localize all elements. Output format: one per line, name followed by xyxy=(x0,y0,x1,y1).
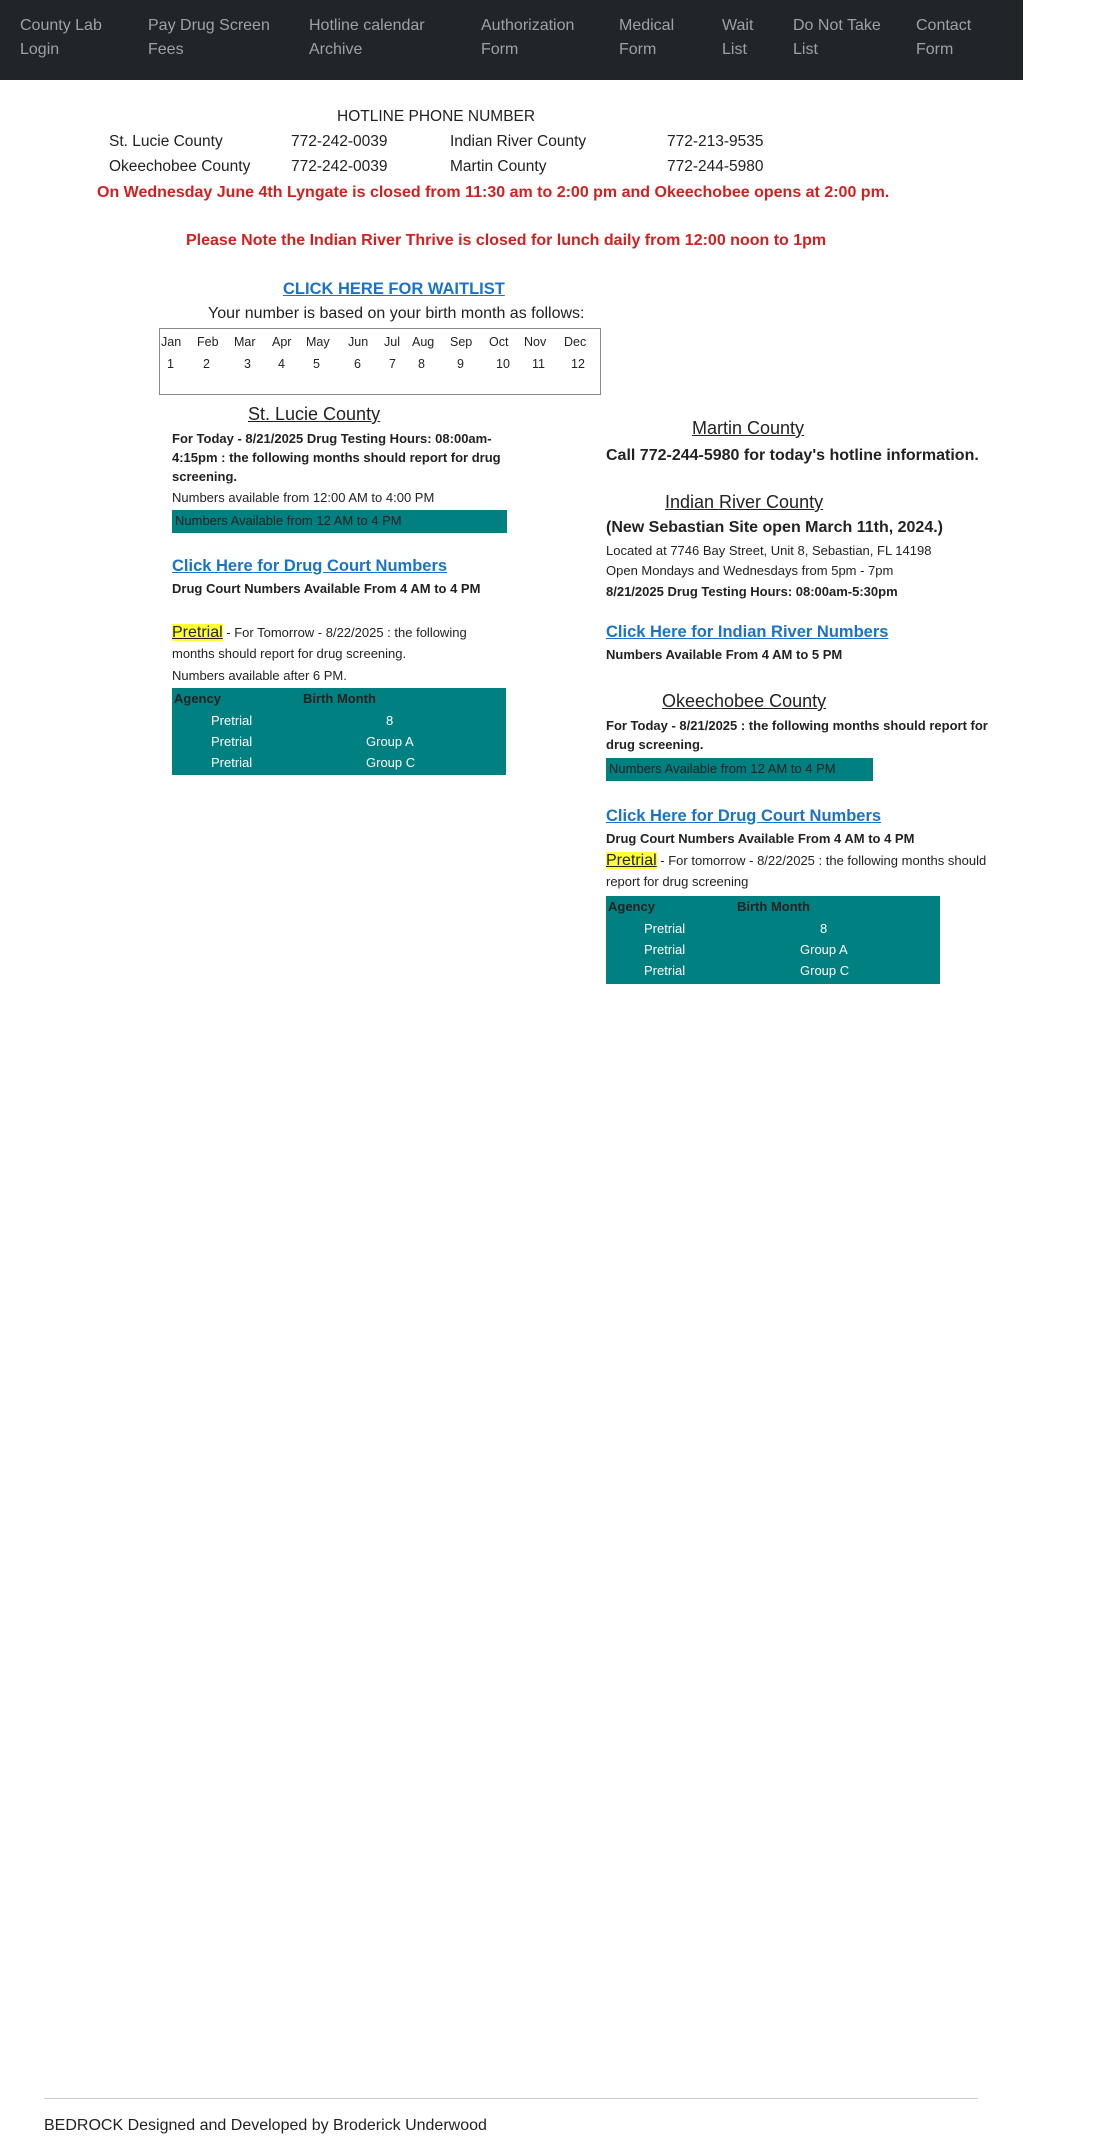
month-number: 11 xyxy=(532,357,545,371)
nav-label: County Lab xyxy=(20,17,102,34)
st-lucie-today-text: For Today - 8/21/2025 Drug Testing Hours: 08:00am-4:15pm : the following months should report for drug screening. xyxy=(172,431,501,484)
nav-label: Do Not Take xyxy=(793,17,881,34)
nav-county-lab-login[interactable] xyxy=(20,14,102,62)
nav-contact-form[interactable] xyxy=(916,14,971,62)
hotline-phone: 772-244-5980 xyxy=(667,158,764,175)
month-name: Jan xyxy=(161,335,182,349)
pretrial-text: - For tomorrow - 8/22/2025 : the following months should report for drug screening xyxy=(606,853,987,889)
hotline-county: St. Lucie County xyxy=(109,133,223,150)
table-cell: Pretrial xyxy=(644,963,686,978)
month-name: Mar xyxy=(234,335,256,349)
indian-river-hours: 8/21/2025 Drug Testing Hours: 08:00am-5:30pm xyxy=(606,584,898,599)
okeechobee-pretrial-note xyxy=(606,850,996,892)
month-name: May xyxy=(306,335,330,349)
pretrial-text: - For Tomorrow - 8/22/2025 : the following months should report for drug screening. xyxy=(172,625,467,661)
month-name: Sep xyxy=(450,335,473,349)
hotline-county: Martin County xyxy=(450,158,547,175)
notice-indian-river-lunch: Please Note the Indian River Thrive is closed for lunch daily from 12:00 noon to 1pm xyxy=(186,232,827,249)
nav-label: Form xyxy=(619,41,657,58)
table-header: Birth Month xyxy=(303,691,376,706)
footer-divider xyxy=(44,2098,978,2099)
table-header: Agency xyxy=(174,691,221,706)
okeechobee-drug-court-availability: Drug Court Numbers Available From 4 AM to 4 PM xyxy=(606,831,915,846)
nav-label: Medical xyxy=(619,17,675,34)
nav-label: Hotline calendar xyxy=(309,17,425,34)
month-name: Dec xyxy=(564,335,587,349)
month-name: Oct xyxy=(489,335,509,349)
table-cell: 8 xyxy=(386,713,394,728)
okeechobee-heading: Okeechobee County xyxy=(662,691,827,711)
martin-heading: Martin County xyxy=(692,418,805,438)
nav-label: List xyxy=(722,41,747,58)
table-cell: Group A xyxy=(800,942,848,957)
table-header: Agency xyxy=(608,899,655,914)
month-number: 10 xyxy=(496,357,510,371)
nav-hotline-calendar-archive[interactable] xyxy=(309,14,425,62)
st-lucie-pretrial-table xyxy=(172,688,506,775)
nav-label: Authorization xyxy=(481,17,575,34)
st-lucie-drug-court-link[interactable]: Click Here for Drug Court Numbers xyxy=(172,557,448,575)
hotline-title: HOTLINE PHONE NUMBER xyxy=(337,108,536,125)
month-number: 9 xyxy=(457,357,464,371)
martin-call-text: Call 772-244-5980 for today's hotline information. xyxy=(606,447,979,464)
nav-label: Form xyxy=(916,41,954,58)
indian-river-location: Located at 7746 Bay Street, Unit 8, Sebastian, FL 14198 xyxy=(606,543,932,558)
pretrial-label[interactable]: Pretrial xyxy=(172,624,223,641)
nav-label: Fees xyxy=(148,41,184,58)
month-number: 12 xyxy=(571,357,585,371)
nav-label: Login xyxy=(20,41,60,58)
hotline-county: Okeechobee County xyxy=(109,158,251,175)
indian-river-availability: Numbers Available From 4 AM to 5 PM xyxy=(606,647,843,662)
month-name: Apr xyxy=(272,335,292,349)
table-cell: Pretrial xyxy=(644,942,686,957)
nav-pay-drug-screen-fees[interactable] xyxy=(148,14,270,62)
table-cell: Group C xyxy=(800,963,850,978)
month-name: Jul xyxy=(384,335,400,349)
st-lucie-after-6: Numbers available after 6 PM. xyxy=(172,668,347,683)
nav-do-not-take-list[interactable] xyxy=(793,14,881,62)
month-number: 8 xyxy=(418,357,425,371)
nav-label: Form xyxy=(481,41,519,58)
footer-credit: BEDROCK Designed and Developed by Broderick Underwood xyxy=(44,2117,487,2134)
st-lucie-heading: St. Lucie County xyxy=(248,404,381,424)
month-number: 5 xyxy=(313,357,320,371)
nav-wait-list[interactable] xyxy=(722,14,753,62)
table-cell: Pretrial xyxy=(211,755,253,770)
table-cell: Group C xyxy=(366,755,416,770)
nav-label: Wait xyxy=(722,17,754,34)
okeechobee-today-text: For Today - 8/21/2025 : the following months should report for drug screening. xyxy=(606,718,988,752)
month-name: Nov xyxy=(524,335,547,349)
hotline-county: Indian River County xyxy=(450,133,587,150)
st-lucie-drug-court-availability: Drug Court Numbers Available From 4 AM to 4 PM xyxy=(172,581,481,596)
month-number: 4 xyxy=(278,357,285,371)
hotline-phone: 772-242-0039 xyxy=(291,133,388,150)
st-lucie-availability-bar: Numbers Available from 12 AM to 4 PM xyxy=(172,510,507,533)
st-lucie-numbers-available: Numbers available from 12:00 AM to 4:00 PM xyxy=(172,490,435,505)
birth-month-table xyxy=(159,328,601,395)
waitlist-link[interactable]: CLICK HERE FOR WAITLIST xyxy=(283,280,505,298)
nav-label: Archive xyxy=(309,41,363,58)
table-header: Birth Month xyxy=(737,899,810,914)
month-name: Feb xyxy=(197,335,219,349)
table-cell: Pretrial xyxy=(211,734,253,749)
nav-label: Pay Drug Screen xyxy=(148,17,270,34)
table-cell: Pretrial xyxy=(644,921,686,936)
indian-river-new-site: (New Sebastian Site open March 11th, 2024.) xyxy=(606,519,943,536)
month-number: 6 xyxy=(354,357,361,371)
indian-river-open-days: Open Mondays and Wednesdays from 5pm - 7pm xyxy=(606,563,894,578)
month-number: 1 xyxy=(167,357,174,371)
hotline-phone: 772-213-9535 xyxy=(667,133,764,150)
hotline-phone: 772-242-0039 xyxy=(291,158,388,175)
month-number: 2 xyxy=(203,357,210,371)
month-name: Jun xyxy=(348,335,369,349)
indian-river-heading: Indian River County xyxy=(665,492,824,512)
table-cell: 8 xyxy=(820,921,828,936)
okeechobee-pretrial-table xyxy=(606,896,940,984)
month-name: Aug xyxy=(412,335,435,349)
top-navbar xyxy=(0,0,1023,80)
st-lucie-pretrial-note xyxy=(172,622,512,664)
notice-lyngate: On Wednesday June 4th Lyngate is closed from 11:30 am to 2:00 pm and Okeechobee opens at 2:00 pm. xyxy=(97,184,890,201)
nav-label: Contact xyxy=(916,17,972,34)
pretrial-label[interactable]: Pretrial xyxy=(606,852,657,869)
table-cell: Group A xyxy=(366,734,414,749)
table-cell: Pretrial xyxy=(211,713,253,728)
indian-river-numbers-link[interactable]: Click Here for Indian River Numbers xyxy=(606,623,889,641)
nav-label: List xyxy=(793,41,818,58)
nav-authorization-form[interactable] xyxy=(481,14,574,62)
okeechobee-drug-court-link[interactable]: Click Here for Drug Court Numbers xyxy=(606,807,882,825)
birth-month-note: Your number is based on your birth month as follows: xyxy=(208,305,585,322)
okeechobee-availability-bar: Numbers Available from 12 AM to 4 PM xyxy=(606,758,873,781)
month-number: 7 xyxy=(389,357,396,371)
nav-medical-form[interactable] xyxy=(619,14,674,62)
month-number: 3 xyxy=(244,357,251,371)
